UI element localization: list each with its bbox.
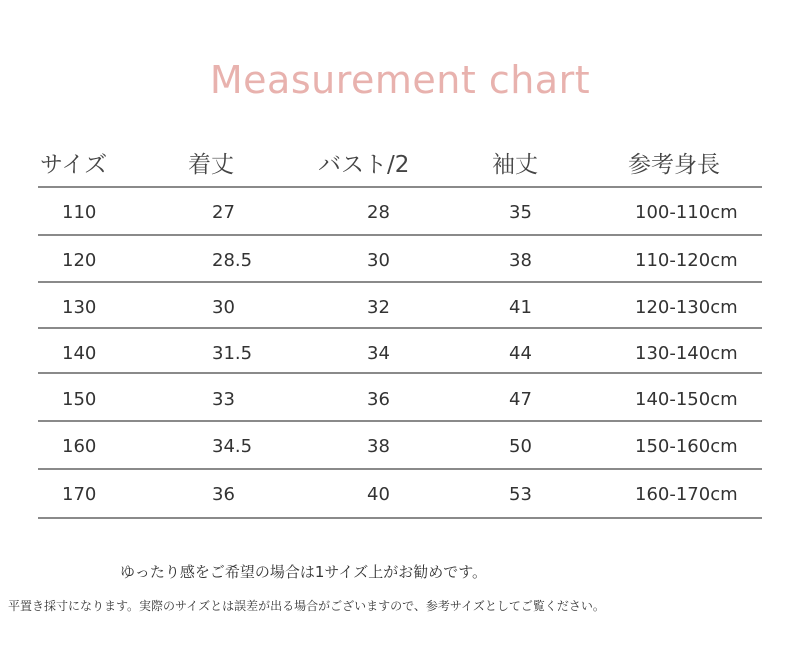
cell-sleeve: 53 xyxy=(509,484,532,505)
table-rule xyxy=(38,281,762,283)
chart-title: Measurement chart xyxy=(209,58,591,102)
cell-sleeve: 38 xyxy=(509,250,532,271)
header-bust: バスト/2 xyxy=(318,152,410,178)
cell-size: 130 xyxy=(62,297,97,318)
header-height: 参考身長 xyxy=(628,152,720,178)
table-rule xyxy=(38,372,762,374)
cell-length: 36 xyxy=(212,484,235,505)
cell-bust: 40 xyxy=(367,484,390,505)
cell-length: 30 xyxy=(212,297,235,318)
table-rule xyxy=(38,420,762,422)
cell-sleeve: 47 xyxy=(509,389,532,410)
cell-height: 130-140cm xyxy=(635,343,738,364)
cell-size: 160 xyxy=(62,436,97,457)
header-length: 着丈 xyxy=(188,152,234,178)
table-rule xyxy=(38,517,762,519)
cell-bust: 38 xyxy=(367,436,390,457)
cell-height: 110-120cm xyxy=(635,250,738,271)
cell-bust: 34 xyxy=(367,343,390,364)
cell-size: 120 xyxy=(62,250,97,271)
cell-bust: 36 xyxy=(367,389,390,410)
cell-length: 34.5 xyxy=(212,436,253,457)
cell-bust: 32 xyxy=(367,297,390,318)
cell-length: 33 xyxy=(212,389,235,410)
cell-sleeve: 50 xyxy=(509,436,532,457)
cell-size: 150 xyxy=(62,389,97,410)
cell-length: 27 xyxy=(212,202,235,223)
cell-height: 100-110cm xyxy=(635,202,738,223)
table-rule xyxy=(38,327,762,329)
table-rule xyxy=(38,468,762,470)
cell-length: 31.5 xyxy=(212,343,253,364)
cell-sleeve: 35 xyxy=(509,202,532,223)
cell-bust: 28 xyxy=(367,202,390,223)
note-measurement-disclaimer: 平置き採寸になります。実際のサイズとは誤差が出る場合がございますので、参考サイズとしてご覧ください。 xyxy=(8,599,605,613)
cell-sleeve: 41 xyxy=(509,297,532,318)
table-rule xyxy=(38,186,762,188)
note-size-advice: ゆったり感をご希望の場合は1サイズ上がお勧めです。 xyxy=(120,563,487,581)
header-sleeve: 袖丈 xyxy=(492,152,538,178)
cell-size: 110 xyxy=(62,202,97,223)
header-size: サイズ xyxy=(40,152,108,178)
cell-length: 28.5 xyxy=(212,250,253,271)
cell-size: 140 xyxy=(62,343,97,364)
cell-height: 160-170cm xyxy=(635,484,738,505)
cell-bust: 30 xyxy=(367,250,390,271)
cell-sleeve: 44 xyxy=(509,343,532,364)
cell-height: 140-150cm xyxy=(635,389,738,410)
cell-height: 120-130cm xyxy=(635,297,738,318)
cell-height: 150-160cm xyxy=(635,436,738,457)
table-rule xyxy=(38,234,762,236)
cell-size: 170 xyxy=(62,484,97,505)
